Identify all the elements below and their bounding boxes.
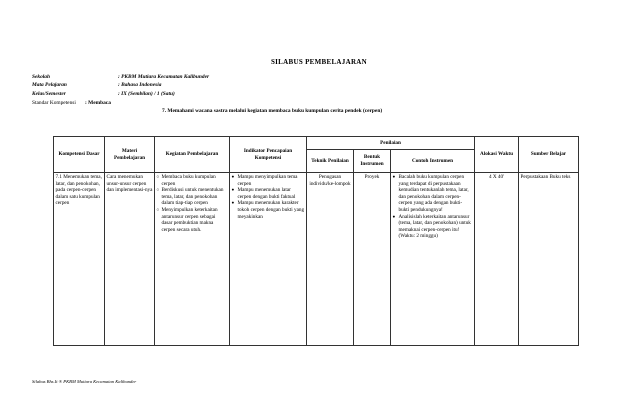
sk-label: Standar Kompetensi xyxy=(32,100,76,106)
header-contoh: Contoh Instrumen xyxy=(391,150,475,173)
header-sumber: Sumber Belajar xyxy=(519,137,579,173)
list-item: ● Mampu menyimpulkan tema cerpen xyxy=(238,174,305,187)
sekolah-value: : PKBM Mutiara Kecamatan Kalibunder xyxy=(118,74,210,80)
header-kegiatan: Kegiatan Pembelajaran xyxy=(155,137,230,173)
syllabus-table xyxy=(53,136,579,346)
kelas-label: Kelas/Semester xyxy=(32,91,66,97)
cell-indikator xyxy=(230,173,307,346)
cell-alokasi: 4 X 40' xyxy=(475,173,519,346)
page-footer: Silabus Bhs.It ® PKBM Mutiara Kecamatan Kalibunder xyxy=(32,379,137,384)
list-item: ○ Berdiskusi untuk menentukan tema, latar, dan penokohan dalam tiap-tiap cerpen xyxy=(162,187,228,207)
header-indikator: Indikator Pencapaian Kompetensi xyxy=(230,137,307,173)
sk-value: : Membaca xyxy=(85,100,111,106)
sekolah-label: Sekolah xyxy=(32,74,50,80)
cell-teknik: Penugasan individu/ke-lompok xyxy=(307,173,354,346)
cell-kd: 7.1 Menemukan tema, latar, dan penokohan, pada cerpen-cerpen dalam satu kumpulan cerpen xyxy=(54,173,105,346)
mapel-value: : Bahasa Indonesia xyxy=(118,82,162,88)
mapel-label: Mata Pelajaran xyxy=(32,82,67,88)
header-materi: Materi Pembelajaran xyxy=(105,137,155,173)
list-item: ● Mampu menemukan latar cerpen dengan bukti faktual xyxy=(238,187,305,200)
kd-line: 7. Memahami wacana sastra melalui kegiatan membaca buku kumpulan cerita pendek (cerpen) xyxy=(162,108,383,114)
cell-sumber: Perpustakaan Buku teks xyxy=(519,173,579,346)
cell-materi: Cara menemukan unsur-unsur cerpen dan implementasi-nya xyxy=(105,173,155,346)
page-title: SILABUS PEMBELAJARAN xyxy=(270,58,368,66)
cell-contoh xyxy=(391,173,475,346)
list-item: ○ Menyimpulkan keterkaitan antarunsur cerpen sebagai dasar pembuktian makna cerpen secara utuh. xyxy=(162,207,228,233)
list-item: ○ Membaca buku kumpulan cerpen xyxy=(162,174,228,187)
table-row xyxy=(54,173,579,346)
header-alokasi: Alokasi Waktu xyxy=(475,137,519,173)
kelas-value: : IX (Sembilan) / 1 (Satu) xyxy=(118,91,175,97)
header-penilaian: Penilaian xyxy=(307,137,475,150)
cell-kegiatan xyxy=(155,173,230,346)
list-item: ● Bacalah buku kumpulan cerpen yang terdapat di perpustakaan kemudian tentukanlah tema, latar, dan penokohan dalam cerpen-cerpen yang ada dengan bukti-bukti pendukungnya! xyxy=(399,174,473,214)
list-item: ● Mampu menemukan karakter tokoh cerpen dengan bukti yang meyakinkan xyxy=(238,200,305,220)
list-item: ● Analisislah keterkaitan antarunsur (tema, latar, dan penokohan) untuk memaknai cerpen-cerpen itu! (Waktu: 2 minggu) xyxy=(399,214,473,240)
cell-bentuk: Proyek xyxy=(354,173,391,346)
header-kd: Kompetensi Dasar xyxy=(54,137,105,173)
header-bentuk: Bentuk Instrumen xyxy=(354,150,391,173)
header-teknik: Teknik Penilaian xyxy=(307,150,354,173)
